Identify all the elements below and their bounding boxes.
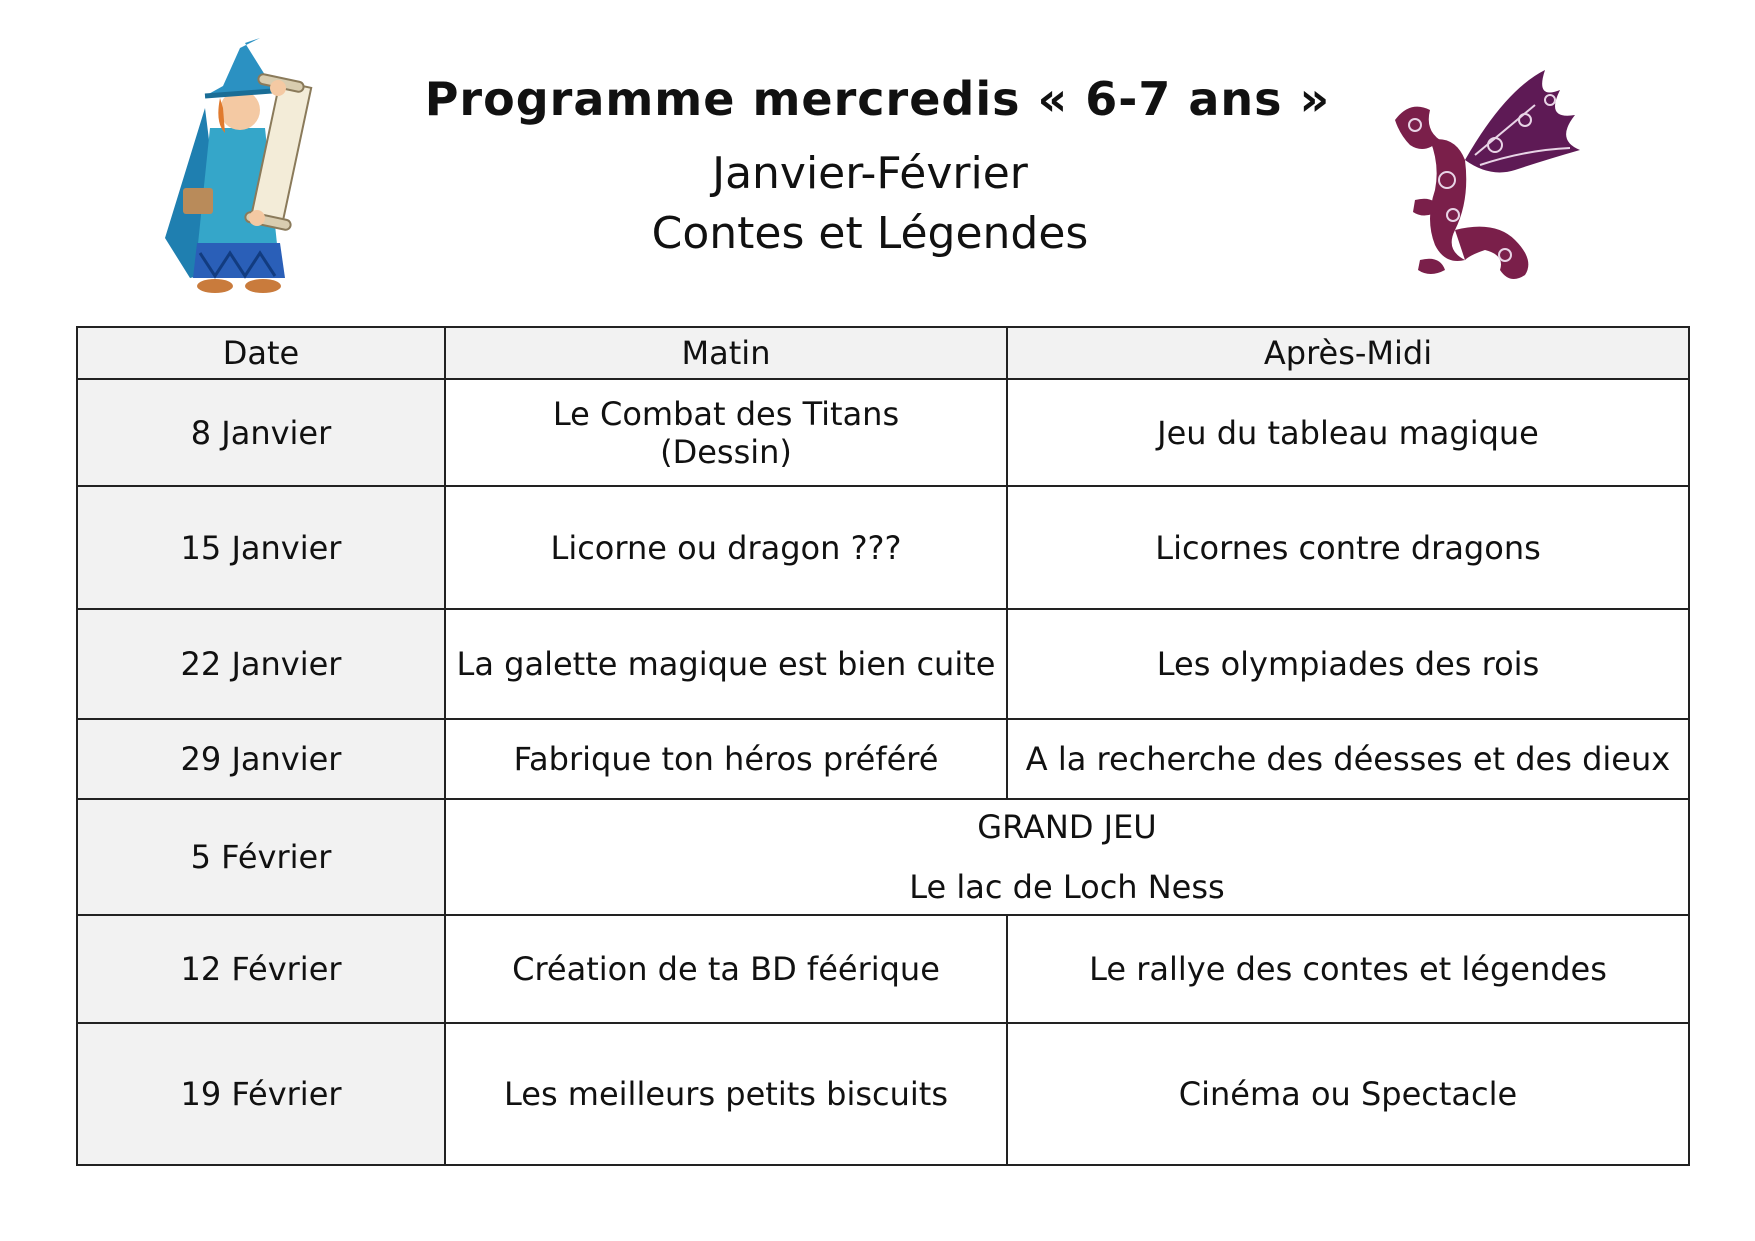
date-cell: 19 Février — [77, 1023, 445, 1165]
table-header-row — [77, 327, 1689, 379]
matin-cell: Fabrique ton héros préféré — [445, 719, 1007, 799]
apres-midi-cell: Licornes contre dragons — [1007, 486, 1689, 609]
table-row — [77, 799, 1689, 915]
table-row — [77, 719, 1689, 799]
apres-midi-cell: Cinéma ou Spectacle — [1007, 1023, 1689, 1165]
date-cell: 15 Janvier — [77, 486, 445, 609]
table-row — [77, 486, 1689, 609]
matin-cell: Les meilleurs petits biscuits — [445, 1023, 1007, 1165]
column-header-matin: Matin — [445, 327, 1007, 379]
matin-cell: Licorne ou dragon ??? — [445, 486, 1007, 609]
date-cell: 22 Janvier — [77, 609, 445, 719]
grand-jeu-label: GRAND JEU — [977, 808, 1157, 846]
apres-midi-cell: A la recherche des déesses et des dieux — [1007, 719, 1689, 799]
date-cell: 29 Janvier — [77, 719, 445, 799]
period-subtitle: Janvier-Février — [712, 148, 1028, 199]
matin-line: (Dessin) — [660, 432, 792, 471]
matin-cell: Création de ta BD féérique — [445, 915, 1007, 1023]
date-cell: 12 Février — [77, 915, 445, 1023]
grand-jeu-cell — [445, 799, 1689, 915]
page-title: Programme mercredis « 6-7 ans » — [424, 72, 1331, 126]
date-cell: 5 Février — [77, 799, 445, 915]
matin-cell: La galette magique est bien cuite — [445, 609, 1007, 719]
grand-jeu-title: Le lac de Loch Ness — [909, 868, 1225, 906]
matin-line: Le Combat des Titans — [552, 394, 900, 433]
program-table — [76, 326, 1690, 1166]
apres-midi-cell: Jeu du tableau magique — [1007, 379, 1689, 486]
column-header-date: Date — [77, 327, 445, 379]
matin-cell — [445, 379, 1007, 486]
date-cell: 8 Janvier — [77, 379, 445, 486]
table-row — [77, 379, 1689, 486]
apres-midi-cell: Le rallye des contes et légendes — [1007, 915, 1689, 1023]
column-header-apres-midi: Après-Midi — [1007, 327, 1689, 379]
apres-midi-cell: Les olympiades des rois — [1007, 609, 1689, 719]
table-row — [77, 1023, 1689, 1165]
table-row — [77, 915, 1689, 1023]
theme-subtitle: Contes et Légendes — [651, 208, 1089, 259]
table-row — [77, 609, 1689, 719]
